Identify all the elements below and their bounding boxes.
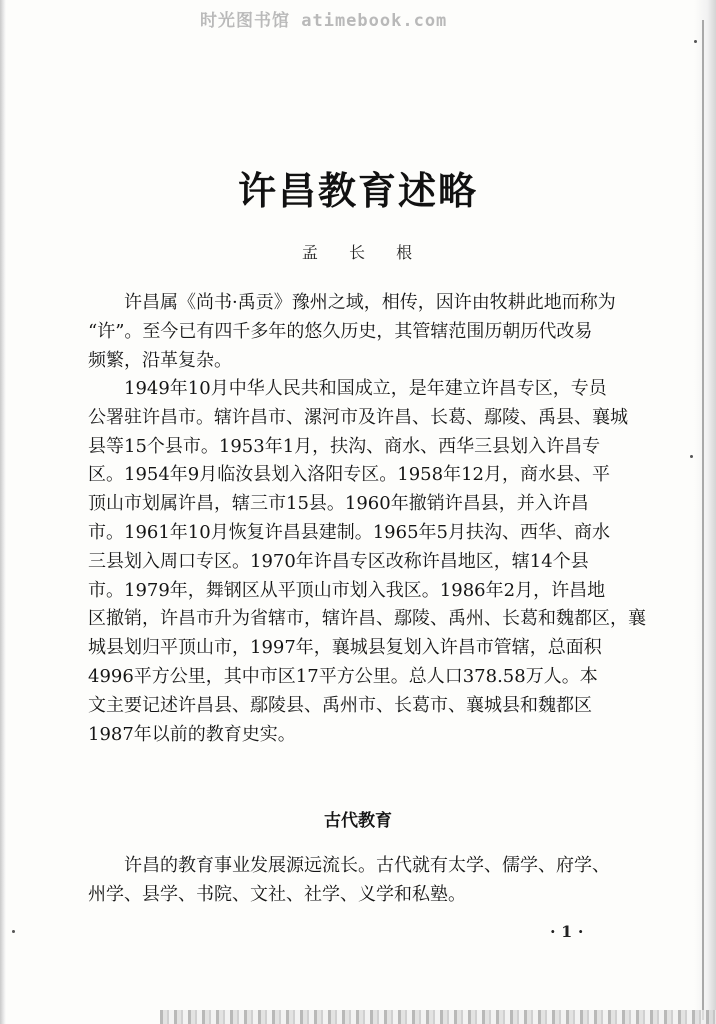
- text-line: 文主要记述许昌县、鄢陵县、禹州市、长葛市、襄城县和魏都区: [88, 694, 592, 716]
- text-line: 公署驻许昌市。辖许昌市、漯河市及许昌、长葛、鄢陵、禹县、襄城: [88, 406, 628, 428]
- text-line: 区。1954年9月临汝县划入洛阳专区。1958年12月，商水县、平: [88, 464, 610, 486]
- text-line: 县等15个县市。1953年1月，扶沟、商水、西华三县划入许昌专: [88, 435, 601, 457]
- text-line: 许昌的教育事业发展源远流长。古代就有太学、儒学、府学、: [124, 855, 610, 876]
- text-line: “许”。至今已有四千多年的悠久历史，其管辖范围历朝历代改易: [88, 320, 593, 342]
- paragraph-history: [88, 375, 646, 749]
- paragraph-intro: [88, 289, 628, 375]
- right-page-edge: [694, 0, 716, 1024]
- text-line: 频繁，沿革复杂。: [88, 349, 232, 371]
- watermark: 时光图书馆 atimebook.com: [200, 11, 448, 31]
- text-line: 市。1979年，舞钢区从平顶山市划入我区。1986年2月，许昌地: [88, 579, 606, 601]
- text-line: 4996平方公里，其中市区17平方公里。总人口378.58万人。本: [88, 665, 598, 687]
- bottom-scan-noise: [160, 1010, 716, 1024]
- text-line: 州学、县学、书院、文社、社学、义学和私塾。: [88, 883, 466, 905]
- text-line: 许昌属《尚书·禹贡》豫州之域，相传，因许由牧耕此地而称为: [124, 292, 616, 313]
- text-line: 1949年10月中华人民共和国成立，是年建立许昌专区，专员: [124, 378, 607, 399]
- text-line: 三县划入周口专区。1970年许昌专区改称许昌地区，辖14个县: [88, 550, 589, 572]
- scan-speck: [690, 455, 693, 458]
- text-line: 区撤销，许昌市升为省辖市，辖许昌、鄢陵、禹州、长葛和魏都区，襄: [88, 608, 646, 630]
- section-heading: 古代教育: [324, 811, 392, 831]
- article-title: 许昌教育述略: [237, 169, 478, 213]
- scan-speck: [694, 40, 697, 43]
- text-line: 市。1961年10月恢复许昌县建制。1965年5月扶沟、西华、商水: [88, 521, 610, 543]
- text-line: 城县划归平顶山市，1997年，襄城县复划入许昌市管辖，总面积: [88, 637, 602, 659]
- text-line: 1987年以前的教育史实。: [88, 723, 296, 745]
- author-name: 孟 长 根: [301, 243, 415, 262]
- page-number: · 1 ·: [550, 922, 584, 941]
- text-line: 顶山市划属许昌，辖三市15县。1960年撤销许昌县，并入许昌: [88, 493, 589, 515]
- paragraph-ancient-education: [88, 852, 628, 910]
- scan-speck: [12, 930, 15, 933]
- left-page-edge: [0, 0, 6, 1024]
